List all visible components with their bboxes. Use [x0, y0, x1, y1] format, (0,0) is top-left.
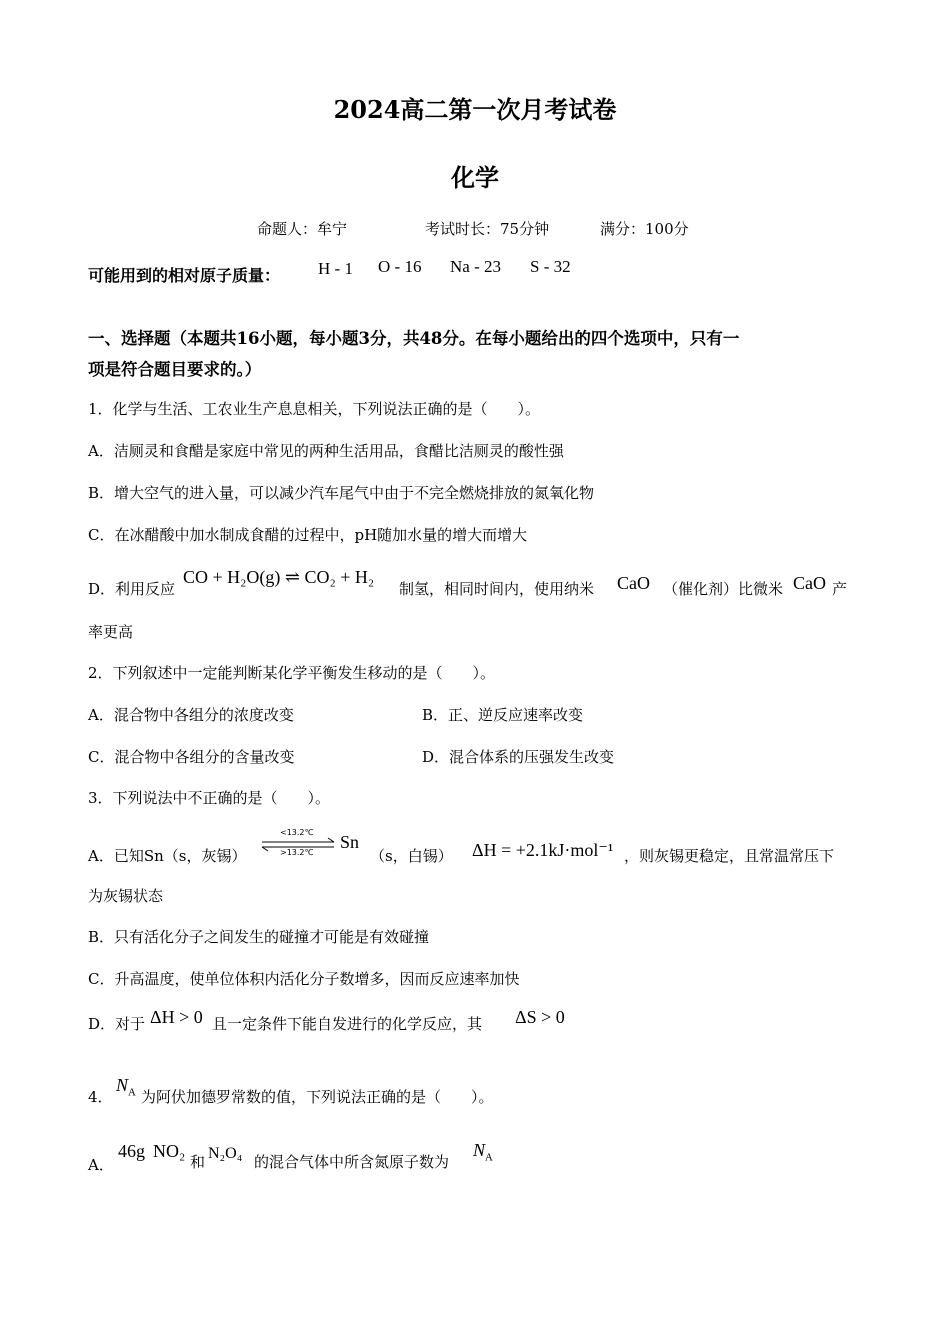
q4-number: 4． — [88, 1088, 113, 1106]
q1-cao-1: CaO — [617, 573, 650, 593]
q1-option-d-line2: 率更高 — [88, 623, 134, 641]
q4-n2o4: N₂O₄ — [208, 1145, 243, 1162]
q2-option-b: B．正、逆反应速率改变 — [422, 706, 584, 724]
q3-delta-s-condition: ΔS > 0 — [515, 1007, 565, 1027]
q4-option-a-prefix: A． — [88, 1156, 114, 1174]
q1-option-a: A．洁厕灵和食醋是家庭中常见的两种生活用品，食醋比洁厕灵的酸性强 — [88, 442, 564, 460]
q4-no2: NO₂ — [153, 1141, 186, 1161]
q4-avogadro-symbol: $N_A$ — [116, 1075, 136, 1099]
q3-option-a-prefix: A．已知Sn（s，灰锡） — [88, 847, 247, 865]
subject-title: 化学 — [451, 163, 499, 192]
q3-option-b: B．只有活化分子之间发生的碰撞才可能是有效碰撞 — [88, 928, 430, 946]
q3-equilibrium-arrow — [258, 828, 338, 862]
q3-option-d-mid: 且一定条件下能自发进行的化学反应，其 — [212, 1015, 483, 1033]
q3-option-c: C．升高温度，使单位体积内活化分子数增多，因而反应速率加快 — [88, 970, 520, 988]
exam-title: 2024高二第一次月考试卷 — [333, 95, 617, 124]
section-heading-line2: 项是符合题目要求的。） — [88, 360, 262, 379]
q1-option-b: B．增大空气的进入量，可以减少汽车尾气中由于不完全燃烧排放的氮氧化物 — [88, 484, 595, 502]
atomic-mass-s: S - 32 — [530, 257, 571, 276]
q2-option-d: D．混合体系的压强发生改变 — [422, 748, 615, 766]
arrow-condition-bottom: >13.2℃ — [280, 848, 314, 857]
q4-stem: 为阿伏加德罗常数的值，下列说法正确的是（ ）。 — [141, 1088, 494, 1106]
q3-option-d-prefix: D．对于 — [88, 1015, 146, 1033]
q3-stem: 3．下列说法中不正确的是（ ）。 — [88, 789, 331, 807]
q2-stem: 2．下列叙述中一定能判断某化学平衡发生移动的是（ ）。 — [88, 664, 496, 682]
atomic-mass-na: Na - 23 — [450, 257, 501, 276]
atomic-mass-o: O - 16 — [378, 257, 422, 276]
atomic-mass-h: H - 1 — [318, 259, 353, 278]
q1-option-d-mid2: （催化剂）比微米 — [663, 580, 784, 598]
duration: 考试时长：75分钟 — [425, 220, 550, 238]
q1-reaction-formula: CO + H₂O(g) ⇌ CO₂ + H₂ — [183, 567, 375, 587]
q1-option-c: C．在冰醋酸中加水制成食醋的过程中，pH随加水量的增大而增大 — [88, 526, 528, 544]
q2-option-a: A．混合物中各组分的浓度改变 — [88, 706, 294, 724]
atomic-mass-label: 可能用到的相对原子质量： — [88, 266, 281, 285]
author: 命题人：牟宁 — [257, 220, 348, 238]
q4-avogadro-symbol-2: $N_A$ — [473, 1140, 493, 1164]
q3-option-a-mid: （s，白锡） — [370, 847, 453, 865]
section-heading-line1: 一、选择题（本题共16小题，每小题3分，共48分。在每小题给出的四个选项中，只有一 — [88, 329, 740, 348]
q1-option-d-prefix: D．利用反应 — [88, 580, 176, 598]
q3-sn: Sn — [340, 832, 360, 852]
q3-option-a-end: ，则灰锡更稳定，且常温常压下 — [624, 847, 835, 865]
q4-mass: 46g — [118, 1141, 145, 1161]
arrow-condition-top: <13.2℃ — [280, 828, 314, 837]
q1-cao-2: CaO — [793, 573, 826, 593]
q1-option-d-mid1: 制氢，相同时间内，使用纳米 — [399, 580, 595, 598]
q3-delta-h: ΔH = +2.1kJ·mol⁻¹ — [472, 840, 614, 860]
q1-option-d-end: 产 — [832, 580, 848, 598]
q3-option-a-line2: 为灰锡状态 — [88, 887, 164, 905]
q2-option-c: C．混合物中各组分的含量改变 — [88, 748, 295, 766]
q3-delta-h-condition: ΔH > 0 — [150, 1007, 203, 1027]
total-score: 满分：100分 — [600, 220, 689, 238]
q4-and: 和 — [190, 1153, 206, 1171]
q1-stem: 1．化学与生活、工农业生产息息相关，下列说法正确的是（ ）。 — [88, 400, 541, 418]
q4-option-a-text: 的混合气体中所含氮原子数为 — [254, 1153, 450, 1171]
